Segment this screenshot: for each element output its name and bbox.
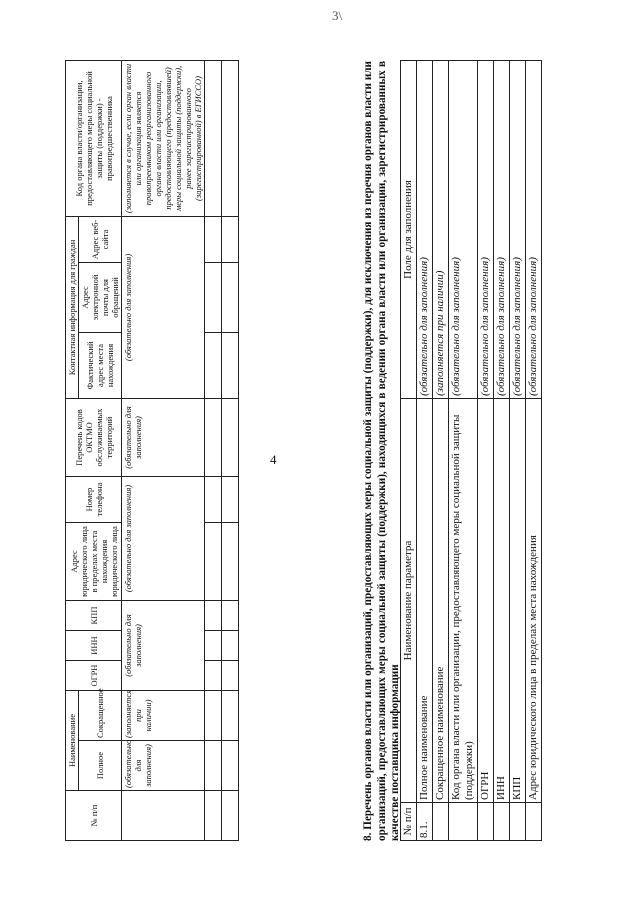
table-row [417,61,433,841]
table-row [526,61,542,841]
row-param: ИНН [494,399,510,803]
cell-org-code: (заполняется в случае, если орган власти или организация является правопреемником реорганизованного органа власти или организации, предоставляющего (предоставлявшей) меры социальной защиты (поддержки), ранее зарегистрированного (зарегистрированной) в ЕГИССО) [122,60,205,216]
row-value: (обязательно для заполнения) [417,61,433,399]
header-address: Адрес юридического лица в пределах места нахождения юридического лица [66,523,122,601]
parameters-table [400,60,542,841]
row-num: 8.1. [417,803,433,841]
header-name-short: Сокращенное [79,691,122,741]
row-value: (заполняется при наличии) [433,61,449,399]
row-value: (обязательно для заполнения) [526,61,542,399]
header-param: Наименование параметра [401,399,417,803]
table-row [122,60,205,840]
header-contacts-web: Адрес веб-сайта [79,216,122,262]
header-kpp: КПП [66,601,122,631]
header-name-full: Полное [79,741,122,791]
header-oktmo: Перечень кодов ОКТМО обслуживаемых территорий [66,399,122,477]
cell-ogrn-inn-kpp: (обязательно для заполнения) [122,601,205,691]
header-org-code: Код органа власти/организации, предоставляющего меры социальной защиты (поддержки) - правопредшественника [66,60,122,216]
table-row [494,61,510,841]
cell-contacts: (обязательно для заполнения) [122,216,205,398]
row-param: Код органа власти или организации, предоставляющего меры социальной защиты (поддержки) [449,399,478,803]
header-contacts-email: Адрес электронной почты для обращений [79,263,122,333]
row-param: ОГРН [478,399,494,803]
header-num: № п/п [401,803,417,841]
row-param: КПП [510,399,526,803]
section-8-heading: 8. Перечень органов власти или организаций, предоставляющих меры социальной защиты (поддержки), для исключения из перечня органов власти или организаций, предоставляющих меры социальной защиты (поддержки), находящихся в ведении органа власти или организации, зарегистрированных в качестве поставщика информации [362,61,401,841]
header-name: Наименование [66,691,79,791]
table-row [510,61,526,841]
row-num [433,803,449,841]
row-num [526,803,542,841]
row-value: (обязательно для заполнения) [494,61,510,399]
row-num [478,803,494,841]
table-row-empty [222,60,239,840]
page-number: 4 [270,452,277,467]
cell-name-short: (заполняется при наличии) [122,691,205,741]
row-num [494,803,510,841]
header-ogrn: ОГРН [66,661,122,691]
header-field: Поле для заполнения [401,61,417,399]
header-contacts: Контактная информация для граждан [66,216,79,398]
cell-oktmo: (обязательно для заполнения) [122,399,205,477]
table-row [433,61,449,841]
cell-name-full: (обязательно для заполнения) [122,741,205,791]
header-inn: ИНН [66,631,122,661]
header-contacts-actual: Фактический адрес места нахождения [79,333,122,399]
row-value: (обязательно для заполнения) [478,61,494,399]
row-num [449,803,478,841]
table-row-empty [205,60,222,840]
row-param: Адрес юридического лица в пределах места нахождения [526,399,542,803]
cell-address-phone: (обязательно для заполнения) [122,477,205,601]
row-num [510,803,526,841]
row-param: Полное наименование [417,399,433,803]
row-param: Сокращенное наименование [433,399,449,803]
header-phone: Номер телефона [66,477,122,523]
row-value: (обязательно для заполнения) [510,61,526,399]
table-row [478,61,494,841]
header-num: № п/п [66,791,122,841]
row-value: (обязательно для заполнения) [449,61,478,399]
table-row [449,61,478,841]
registry-table [65,60,239,841]
corner-mark: 3\ [332,8,343,23]
